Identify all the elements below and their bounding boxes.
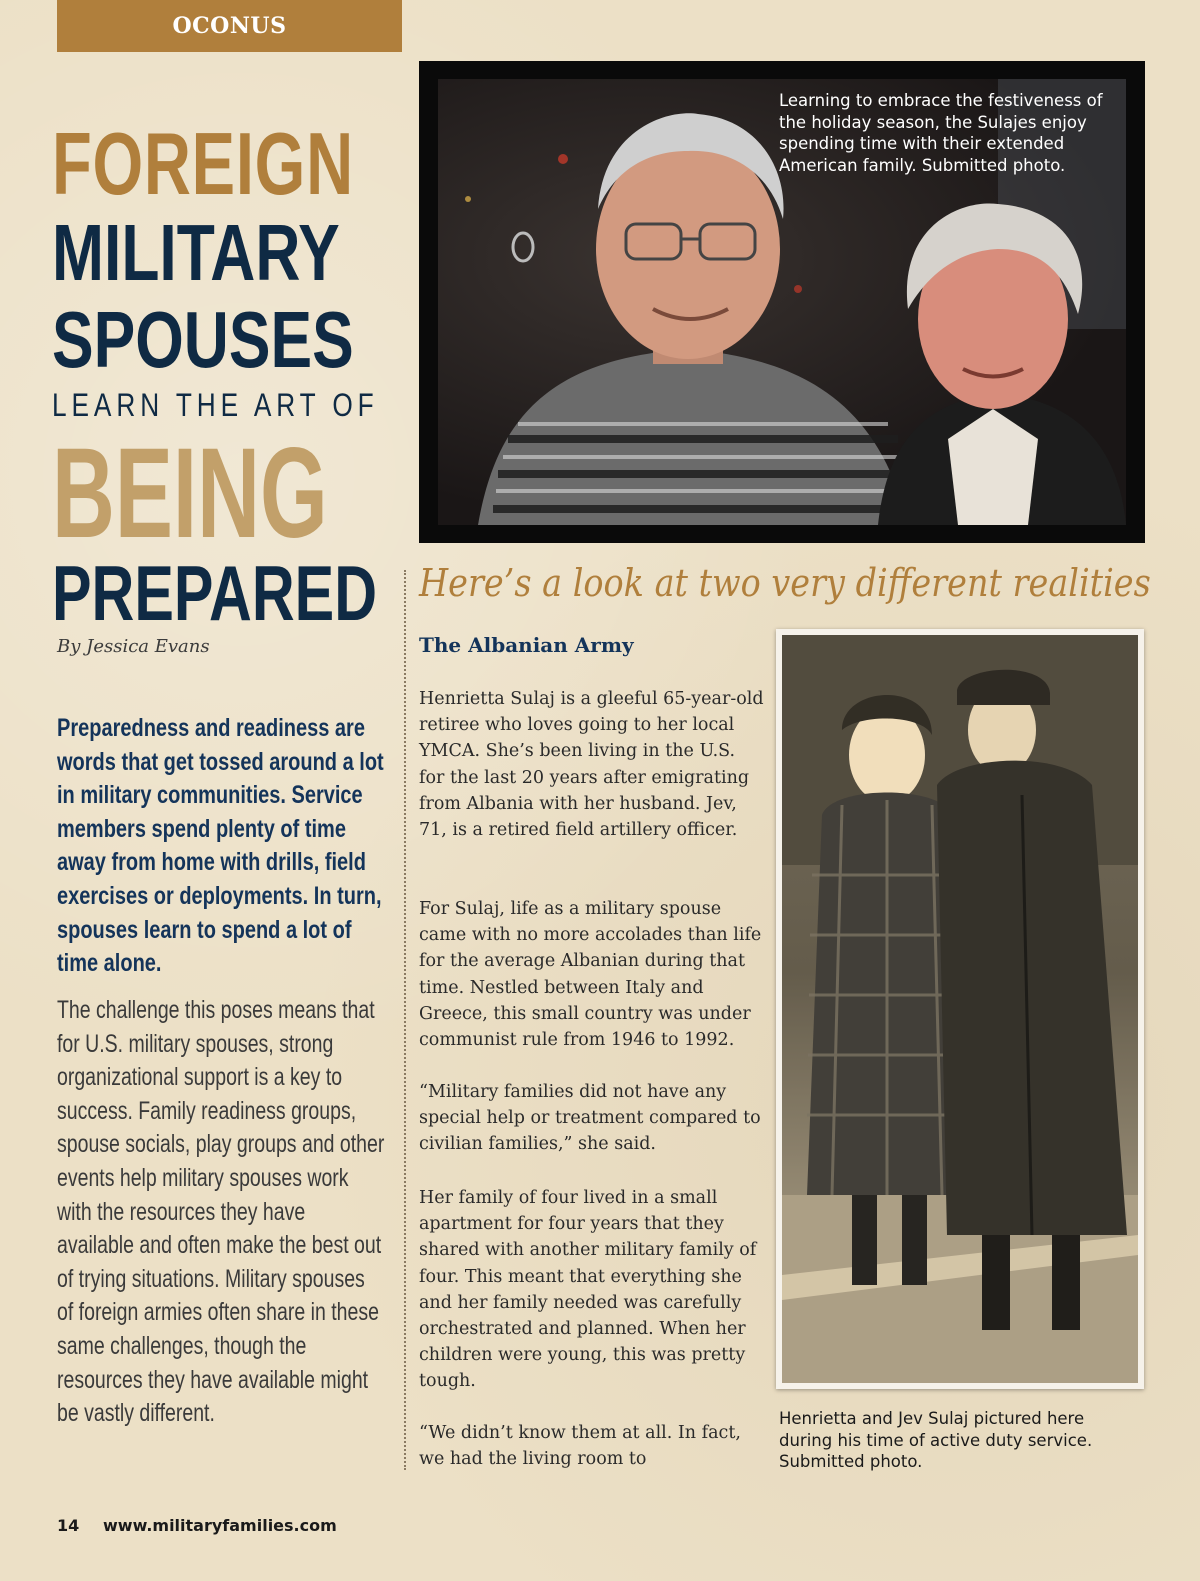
vintage-couple-illustration [782,635,1138,1383]
subheading: Here’s a look at two very different realities [419,561,1151,605]
bottom-photo [776,629,1144,1389]
website-link[interactable]: www.militaryfamilies.com [103,1516,337,1535]
body-heading: The Albanian Army [419,633,634,657]
byline: By Jessica Evans [57,636,210,657]
body-paragraph-1: Henrietta Sulaj is a gleeful 65-year-old retiree who loves going to her local YMCA. She’s been living in the U.S. for the last 20 years after emigrating from Albania with her husband. Jev, 71, is a retired field artillery officer. [419,689,764,841]
body-paragraph-2: For Sulaj, life as a military spouse came with no more accolades than life for the average Albanian during that time. Nestled between Italy and Greece, this small country was under communist rule from 1946 to 1992. [419,899,762,1051]
section-tab: OCONUS [57,0,402,52]
bottom-photo-caption: Henrietta and Jev Sulaj pictured here during his time of active duty service. Submitted photo. [779,1409,1093,1471]
headline-line-4: LEARN THE ART OF [52,387,379,423]
body-paragraph-4: Her family of four lived in a small apartment for four years that they shared with another military family of four. This meant that everything she and her family needed was carefully orchestrated and planned. When her children were young, this was pretty tough. [419,1188,757,1392]
intro-paragraph: The challenge this poses means that for U.S. military spouses, strong organizational support is a key to success. Family readiness groups, spouse socials, play groups and other events help military spouses work with the resources they have available and often make the best out of trying situations. Military spouses of foreign armies often share in these same challenges, though the resources they have available might be vastly different. [57,996,385,1428]
headline-line-6: PREPARED [52,549,378,637]
headline-line-3: SPOUSES [52,295,354,384]
body-paragraph-5: “We didn’t know them at all. In fact, we had the living room to [419,1423,741,1470]
headline-line-5: BEING [52,422,328,565]
page-number: 14 [57,1516,80,1535]
top-photo-caption: Learning to embrace the festiveness of the holiday season, the Sulajes enjoy spending time with their extended American family. Submitted photo. [779,91,1103,175]
bottom-photo-image [782,635,1138,1383]
column-divider [404,570,406,1470]
headline-line-2: MILITARY [52,208,340,297]
headline-line-1: FOREIGN [52,114,354,213]
body-paragraph-3: “Military families did not have any special help or treatment compared to civilian families,” she said. [419,1082,761,1155]
lead-paragraph: Preparedness and readiness are words that get tossed around a lot in military communities. Service members spend plenty of time away from home with drills, field exercises or deployments. In turn, spouses learn to spend a lot of time alone. [57,714,384,978]
